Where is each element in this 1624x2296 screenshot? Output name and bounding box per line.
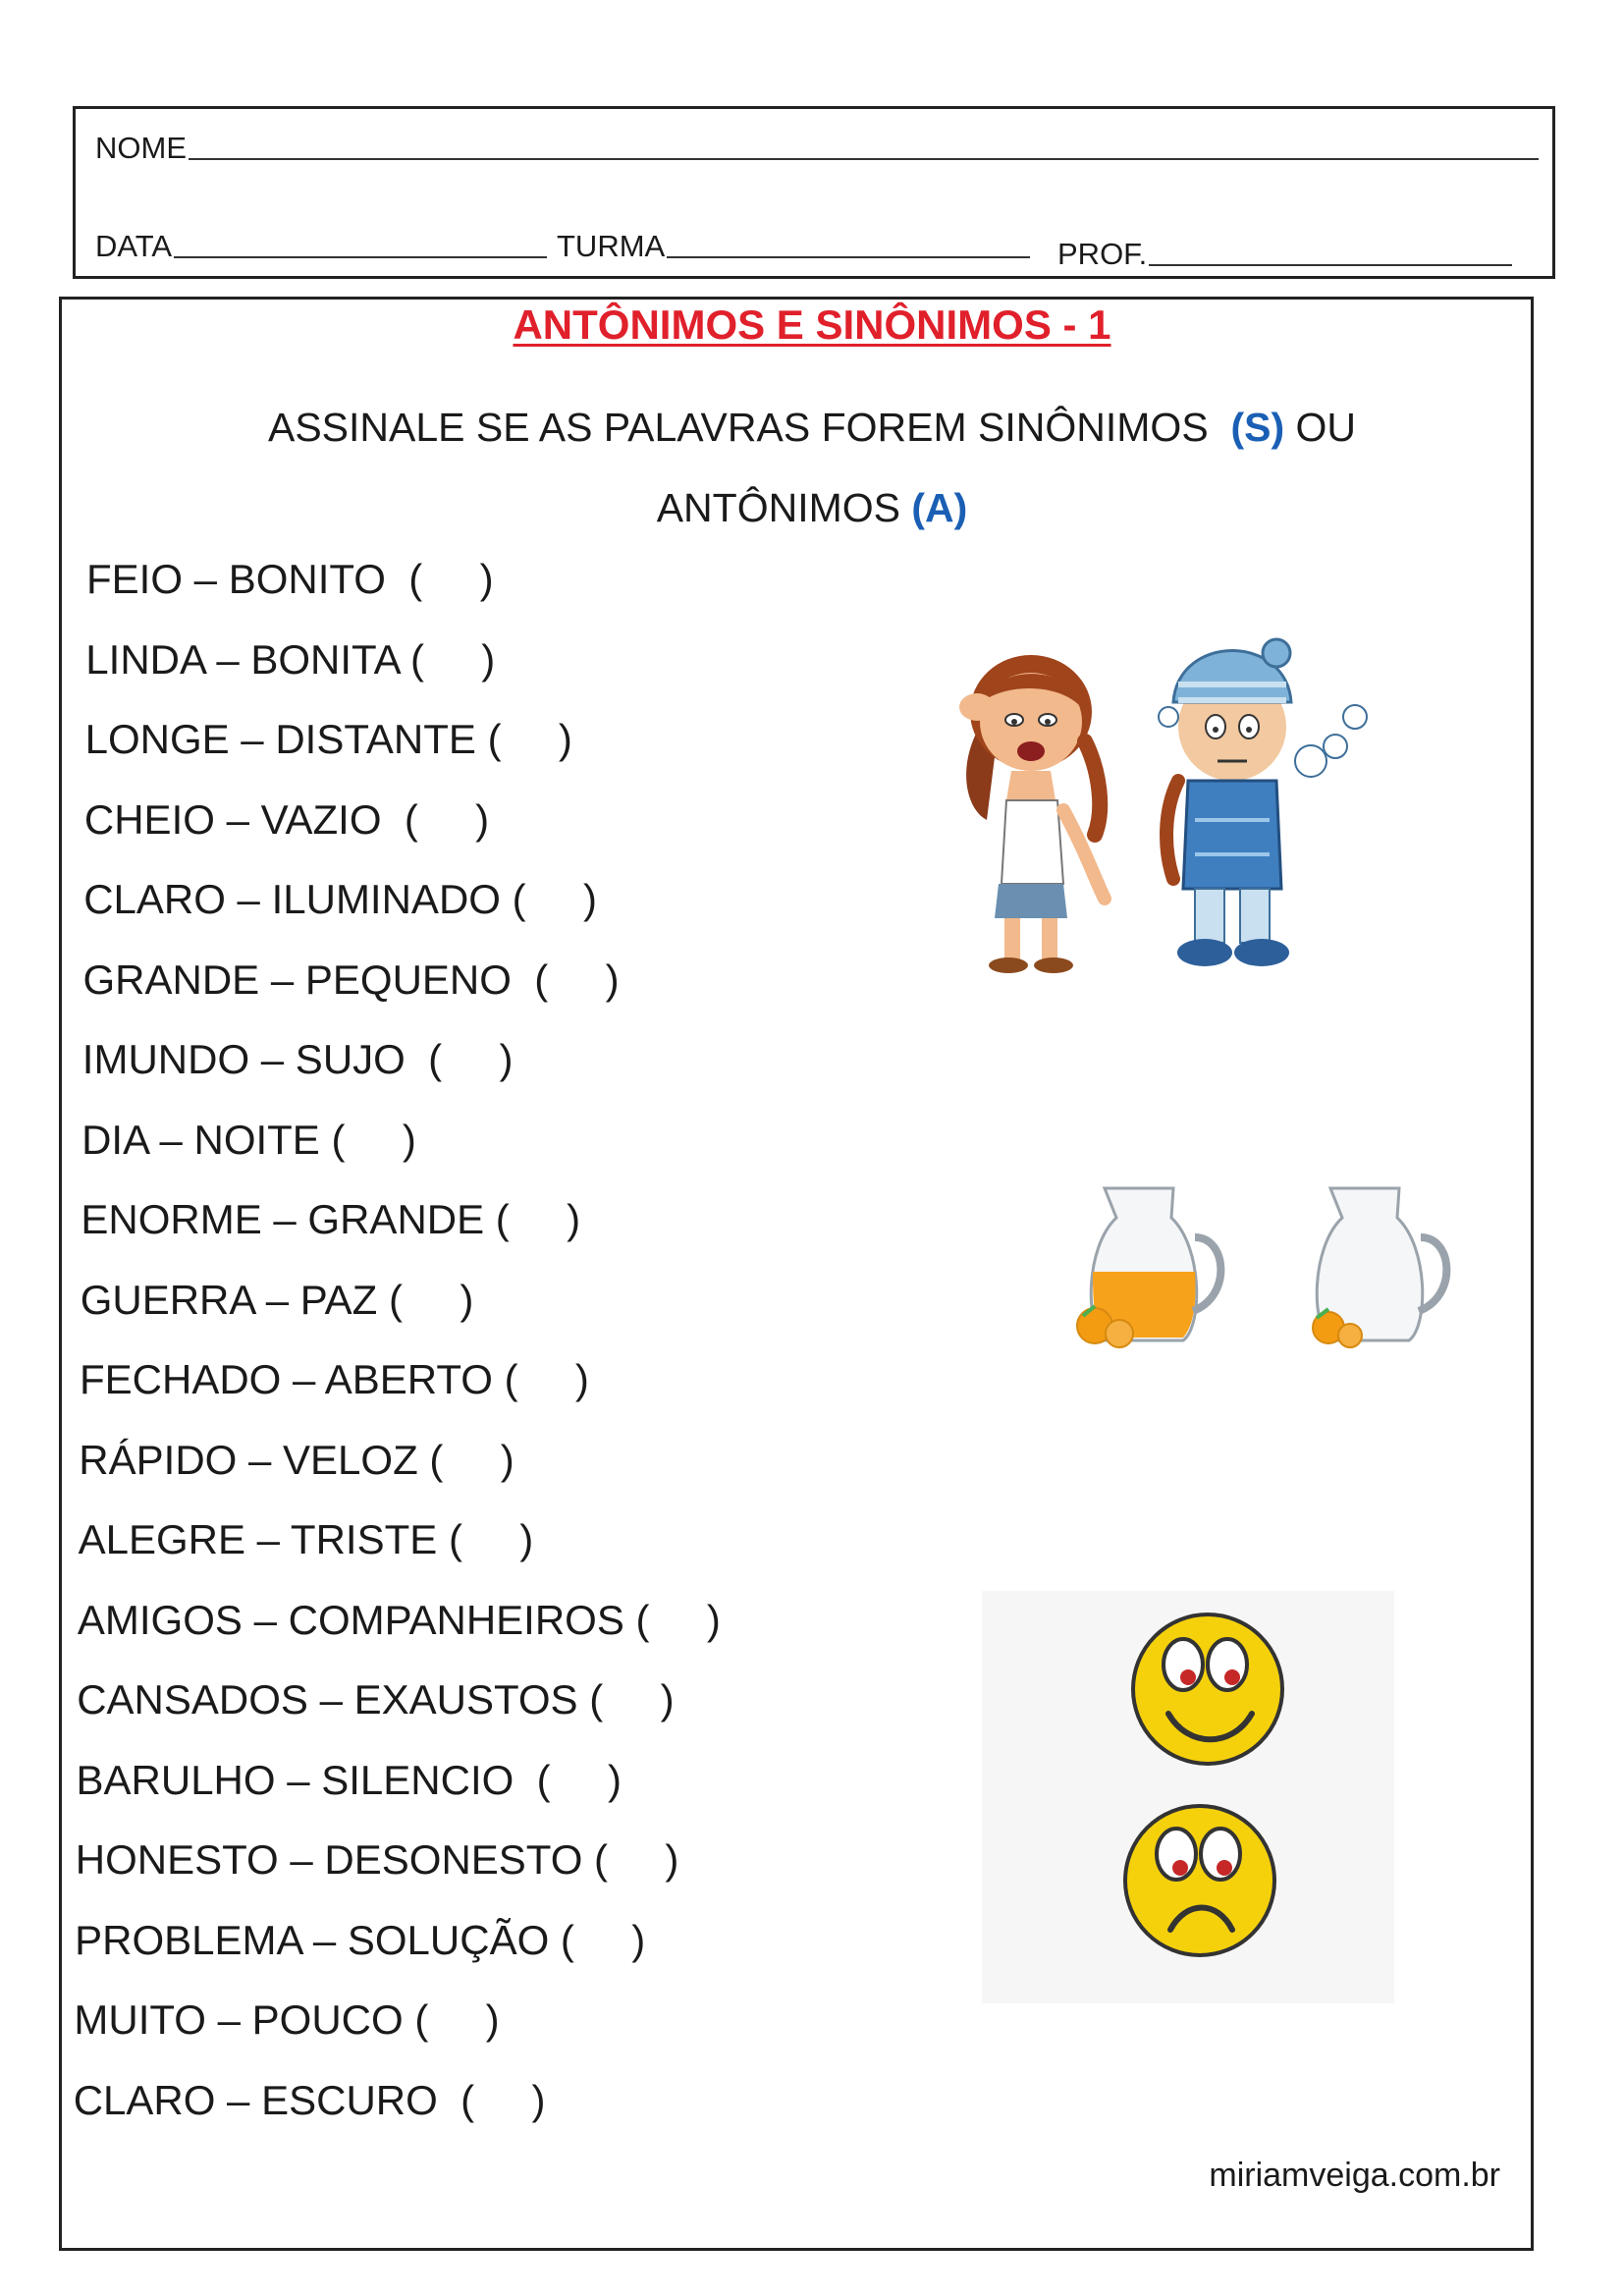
or-word: OU <box>1295 405 1357 450</box>
word-pair[interactable]: LINDA – BONITA ( ) <box>85 635 496 683</box>
full-jug-icon <box>1077 1188 1220 1347</box>
word-pair[interactable]: PROBLEMA – SOLUÇÃO ( ) <box>75 1916 646 1963</box>
word-pair[interactable]: CHEIO – VAZIO ( ) <box>83 795 490 843</box>
hot-and-cold-kids-icon <box>938 624 1429 977</box>
cold-kid-icon <box>1159 639 1367 966</box>
synonym-code: (S) <box>1230 405 1285 450</box>
word-pair[interactable]: CANSADOS – EXAUSTOS ( ) <box>77 1676 675 1722</box>
word-pair[interactable]: MUITO – POUCO ( ) <box>74 1996 500 2043</box>
full-and-empty-jugs-icon <box>1065 1178 1458 1355</box>
class-field[interactable] <box>557 229 1030 264</box>
date-label: DATA <box>95 229 173 263</box>
happy-and-sad-faces-icon <box>982 1591 1394 2003</box>
word-pair[interactable]: BARULHO – SILENCIO ( ) <box>76 1756 622 1803</box>
student-info-box <box>73 106 1555 279</box>
class-label: TURMA <box>557 229 666 263</box>
name-label: NOME <box>95 131 187 165</box>
word-pair[interactable]: AMIGOS – COMPANHEIROS ( ) <box>77 1596 721 1643</box>
hot-girl-icon <box>959 655 1105 973</box>
word-pair[interactable]: LONGE – DISTANTE ( ) <box>84 716 572 762</box>
word-pair[interactable]: DIA – NOITE ( ) <box>81 1116 416 1163</box>
word-pair[interactable]: CLARO – ILUMINADO ( ) <box>83 876 597 922</box>
happy-face-icon <box>1133 1614 1282 1764</box>
instruction-line-1: ASSINALE SE AS PALAVRAS FOREM SINÔNIMOS (S) OU <box>267 405 1357 450</box>
sad-face-icon <box>1125 1806 1274 1955</box>
date-field[interactable] <box>95 229 547 264</box>
antonym-code: (A) <box>911 485 968 530</box>
word-pair[interactable]: FECHADO – ABERTO ( ) <box>80 1356 589 1402</box>
teacher-label: PROF. <box>1057 237 1148 271</box>
word-pair[interactable]: GUERRA – PAZ ( ) <box>80 1276 474 1323</box>
word-pair[interactable]: HONESTO – DESONESTO ( ) <box>75 1836 679 1883</box>
word-pair[interactable]: GRANDE – PEQUENO ( ) <box>82 956 620 1003</box>
word-pair[interactable]: ALEGRE – TRISTE ( ) <box>78 1516 534 1562</box>
word-pair[interactable]: RÁPIDO – VELOZ ( ) <box>79 1436 514 1483</box>
word-pair[interactable]: IMUNDO – SUJO ( ) <box>81 1036 514 1082</box>
teacher-field[interactable] <box>1057 237 1512 272</box>
word-pair[interactable]: FEIO – BONITO ( ) <box>86 556 494 602</box>
instruction-line-2: ANTÔNIMOS (A) <box>656 485 968 530</box>
word-pair[interactable]: CLARO – ESCURO ( ) <box>73 2076 546 2123</box>
footer-site: miriamveiga.com.br <box>1209 2157 1500 2194</box>
worksheet-title: ANTÔNIMOS E SINÔNIMOS - 1 <box>513 301 1111 348</box>
word-pair[interactable]: ENORME – GRANDE ( ) <box>81 1196 581 1242</box>
name-field[interactable] <box>95 131 1539 166</box>
empty-jug-icon <box>1313 1188 1446 1347</box>
